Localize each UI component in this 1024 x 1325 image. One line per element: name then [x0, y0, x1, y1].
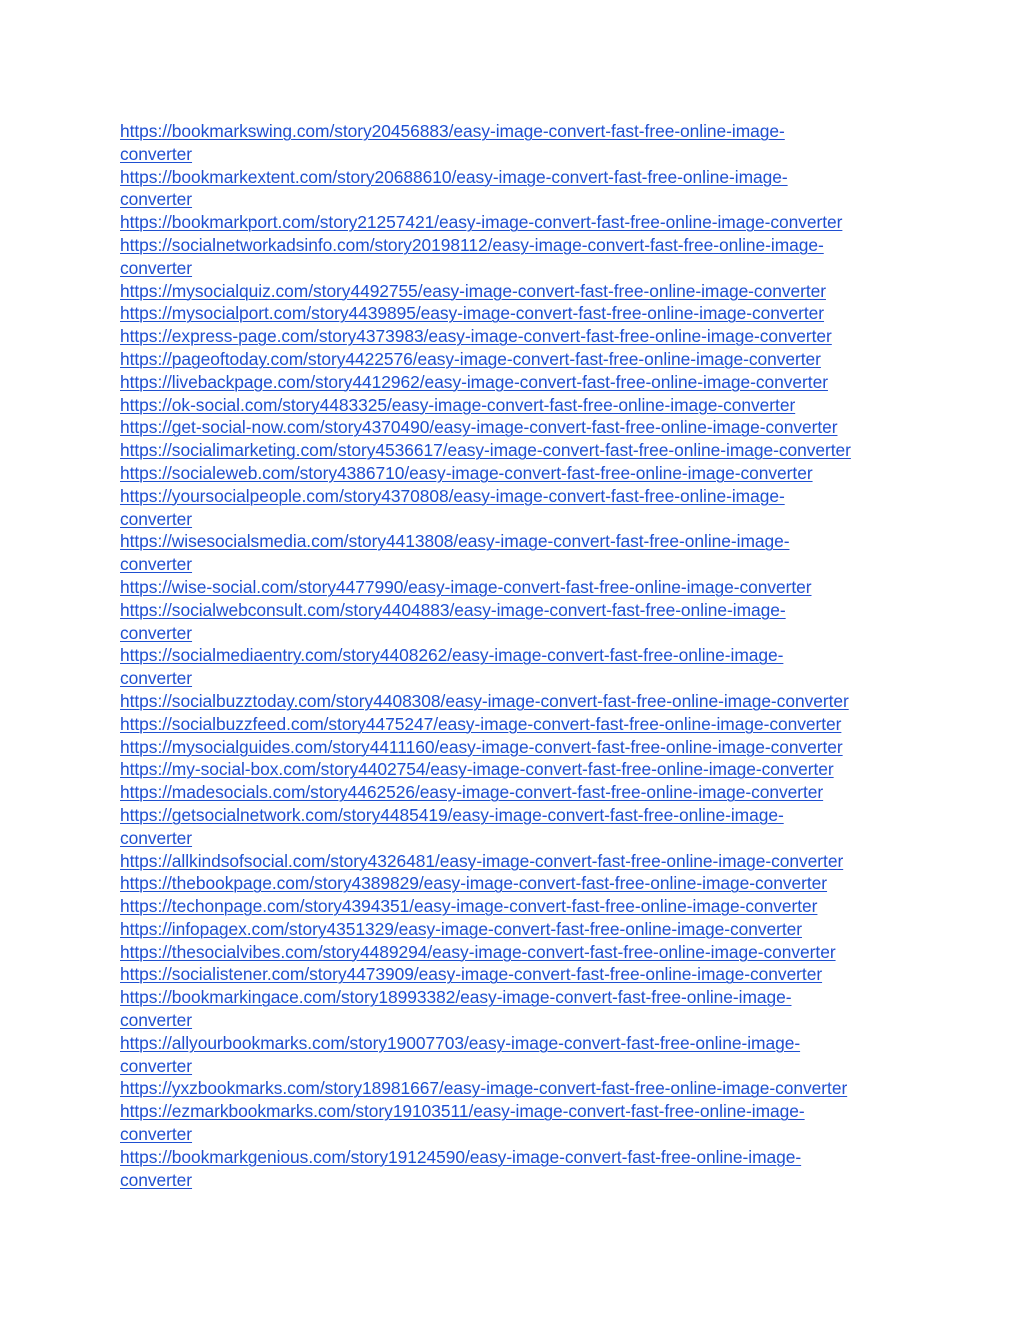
link-line	[120, 713, 910, 736]
link-line	[120, 348, 910, 371]
bookmark-link[interactable]: converter	[120, 1055, 193, 1076]
bookmark-link[interactable]: converter	[120, 554, 193, 575]
link-list	[120, 120, 910, 1191]
link-line	[120, 166, 910, 189]
bookmark-link[interactable]: https://socialimarketing.com/story4536617/easy-image-convert-fast-free-online-image-converter	[120, 440, 851, 461]
bookmark-link[interactable]: https://socialwebconsult.com/story4404883/easy-image-convert-fast-free-online-image-	[120, 599, 786, 620]
link-item	[120, 302, 910, 325]
link-item	[120, 371, 910, 394]
bookmark-link[interactable]: converter	[120, 1169, 193, 1190]
link-line	[120, 508, 910, 531]
link-item	[120, 986, 910, 1032]
link-line	[120, 188, 910, 211]
bookmark-link[interactable]: https://yxzbookmarks.com/story18981667/easy-image-convert-fast-free-online-image-converter	[120, 1078, 848, 1099]
link-line	[120, 963, 910, 986]
bookmark-link[interactable]: https://wise-social.com/story4477990/easy-image-convert-fast-free-online-image-converter	[120, 576, 812, 597]
link-item	[120, 439, 910, 462]
bookmark-link[interactable]: converter	[120, 257, 193, 278]
link-item	[120, 713, 910, 736]
link-line	[120, 758, 910, 781]
bookmark-link[interactable]: https://express-page.com/story4373983/easy-image-convert-fast-free-online-image-converter	[120, 326, 832, 347]
bookmark-link[interactable]: https://socialbuzzfeed.com/story4475247/easy-image-convert-fast-free-online-image-converter	[120, 713, 842, 734]
bookmark-link[interactable]: https://ok-social.com/story4483325/easy-image-convert-fast-free-online-image-converter	[120, 394, 796, 415]
link-item	[120, 872, 910, 895]
link-item	[120, 1146, 910, 1192]
link-item	[120, 690, 910, 713]
link-line	[120, 644, 910, 667]
link-line	[120, 1009, 910, 1032]
link-line	[120, 530, 910, 553]
bookmark-link[interactable]: converter	[120, 668, 193, 689]
link-item	[120, 963, 910, 986]
link-item	[120, 394, 910, 417]
link-line	[120, 918, 910, 941]
link-item	[120, 1077, 910, 1100]
link-item	[120, 462, 910, 485]
bookmark-link[interactable]: https://allyourbookmarks.com/story19007703/easy-image-convert-fast-free-online-image-	[120, 1032, 801, 1053]
link-line	[120, 462, 910, 485]
bookmark-link[interactable]: https://socialeweb.com/story4386710/easy-image-convert-fast-free-online-image-converter	[120, 462, 813, 483]
link-item	[120, 348, 910, 371]
bookmark-link[interactable]: https://mysocialquiz.com/story4492755/easy-image-convert-fast-free-online-image-converter	[120, 280, 826, 301]
link-item	[120, 576, 910, 599]
link-line	[120, 1055, 910, 1078]
link-line	[120, 576, 910, 599]
link-item	[120, 211, 910, 234]
link-item	[120, 280, 910, 303]
bookmark-link[interactable]: https://my-social-box.com/story4402754/easy-image-convert-fast-free-online-image-converter	[120, 759, 834, 780]
link-line	[120, 1169, 910, 1192]
bookmark-link[interactable]: converter	[120, 622, 193, 643]
bookmark-link[interactable]: https://getsocialnetwork.com/story4485419/easy-image-convert-fast-free-online-image-	[120, 804, 784, 825]
link-item	[120, 485, 910, 531]
link-line	[120, 302, 910, 325]
bookmark-link[interactable]: https://thesocialvibes.com/story4489294/easy-image-convert-fast-free-online-image-converter	[120, 941, 836, 962]
bookmark-link[interactable]: converter	[120, 508, 193, 529]
bookmark-link[interactable]: https://thebookpage.com/story4389829/easy-image-convert-fast-free-online-image-converter	[120, 873, 828, 894]
link-item	[120, 530, 910, 576]
link-item	[120, 416, 910, 439]
bookmark-link[interactable]: https://madesocials.com/story4462526/easy-image-convert-fast-free-online-image-converter	[120, 782, 824, 803]
link-item	[120, 1100, 910, 1146]
link-line	[120, 211, 910, 234]
link-line	[120, 1123, 910, 1146]
link-line	[120, 850, 910, 873]
link-item	[120, 758, 910, 781]
bookmark-link[interactable]: https://ezmarkbookmarks.com/story19103511/easy-image-convert-fast-free-online-image-	[120, 1101, 805, 1122]
link-line	[120, 941, 910, 964]
bookmark-link[interactable]: https://allkindsofsocial.com/story4326481/easy-image-convert-fast-free-online-image-converter	[120, 850, 844, 871]
link-line	[120, 1032, 910, 1055]
bookmark-link[interactable]: converter	[120, 189, 193, 210]
link-line	[120, 485, 910, 508]
link-line	[120, 781, 910, 804]
bookmark-link[interactable]: converter	[120, 1010, 193, 1031]
bookmark-link[interactable]: https://bookmarkextent.com/story20688610/easy-image-convert-fast-free-online-image-	[120, 166, 788, 187]
link-item	[120, 234, 910, 280]
link-line	[120, 439, 910, 462]
link-line	[120, 1100, 910, 1123]
bookmark-link[interactable]: https://socialbuzztoday.com/story4408308/easy-image-convert-fast-free-online-image-converter	[120, 690, 849, 711]
link-line	[120, 234, 910, 257]
bookmark-link[interactable]: https://bookmarkingace.com/story18993382/easy-image-convert-fast-free-online-image-	[120, 987, 792, 1008]
link-item	[120, 804, 910, 850]
link-item	[120, 736, 910, 759]
link-line	[120, 280, 910, 303]
bookmark-link[interactable]: https://pageoftoday.com/story4422576/easy-image-convert-fast-free-online-image-converter	[120, 348, 821, 369]
link-line	[120, 1077, 910, 1100]
bookmark-link[interactable]: https://socialmediaentry.com/story4408262/easy-image-convert-fast-free-online-image-	[120, 645, 784, 666]
link-item	[120, 599, 910, 645]
link-item	[120, 325, 910, 348]
bookmark-link[interactable]: converter	[120, 827, 193, 848]
link-item	[120, 644, 910, 690]
link-line	[120, 143, 910, 166]
link-line	[120, 416, 910, 439]
bookmark-link[interactable]: https://techonpage.com/story4394351/easy-image-convert-fast-free-online-image-converter	[120, 896, 818, 917]
link-item	[120, 781, 910, 804]
bookmark-link[interactable]: https://mysocialguides.com/story4411160/easy-image-convert-fast-free-online-image-converter	[120, 736, 843, 757]
bookmark-link[interactable]: converter	[120, 1124, 193, 1145]
link-line	[120, 895, 910, 918]
bookmark-link[interactable]: https://mysocialport.com/story4439895/easy-image-convert-fast-free-online-image-converter	[120, 303, 825, 324]
link-item	[120, 120, 910, 166]
link-item	[120, 895, 910, 918]
bookmark-link[interactable]: https://yoursocialpeople.com/story4370808/easy-image-convert-fast-free-online-image-	[120, 485, 785, 506]
link-line	[120, 622, 910, 645]
link-line	[120, 986, 910, 1009]
bookmark-link[interactable]: https://livebackpage.com/story4412962/easy-image-convert-fast-free-online-image-converter	[120, 371, 828, 392]
bookmark-link[interactable]: https://bookmarkport.com/story21257421/easy-image-convert-fast-free-online-image-converter	[120, 212, 843, 233]
link-item	[120, 918, 910, 941]
bookmark-link[interactable]: https://wisesocialsmedia.com/story4413808/easy-image-convert-fast-free-online-image-	[120, 531, 790, 552]
bookmark-link[interactable]: converter	[120, 143, 193, 164]
link-line	[120, 599, 910, 622]
link-line	[120, 120, 910, 143]
bookmark-link[interactable]: https://infopagex.com/story4351329/easy-image-convert-fast-free-online-image-converter	[120, 918, 802, 939]
link-line	[120, 690, 910, 713]
bookmark-link[interactable]: https://socialnetworkadsinfo.com/story20198112/easy-image-convert-fast-free-online-image-	[120, 234, 824, 255]
link-line	[120, 371, 910, 394]
link-line	[120, 553, 910, 576]
link-line	[120, 325, 910, 348]
link-line	[120, 667, 910, 690]
link-item	[120, 850, 910, 873]
link-line	[120, 1146, 910, 1169]
link-line	[120, 257, 910, 280]
link-line	[120, 736, 910, 759]
bookmark-link[interactable]: https://bookmarkswing.com/story20456883/easy-image-convert-fast-free-online-image-	[120, 121, 785, 141]
link-line	[120, 394, 910, 417]
link-line	[120, 872, 910, 895]
bookmark-link[interactable]: https://bookmarkgenious.com/story19124590/easy-image-convert-fast-free-online-image-	[120, 1146, 802, 1167]
link-item	[120, 1032, 910, 1078]
bookmark-link[interactable]: https://socialistener.com/story4473909/easy-image-convert-fast-free-online-image-converter	[120, 964, 823, 985]
link-line	[120, 804, 910, 827]
link-item	[120, 166, 910, 212]
link-item	[120, 941, 910, 964]
bookmark-link[interactable]: https://get-social-now.com/story4370490/easy-image-convert-fast-free-online-image-converter	[120, 417, 838, 438]
link-line	[120, 827, 910, 850]
